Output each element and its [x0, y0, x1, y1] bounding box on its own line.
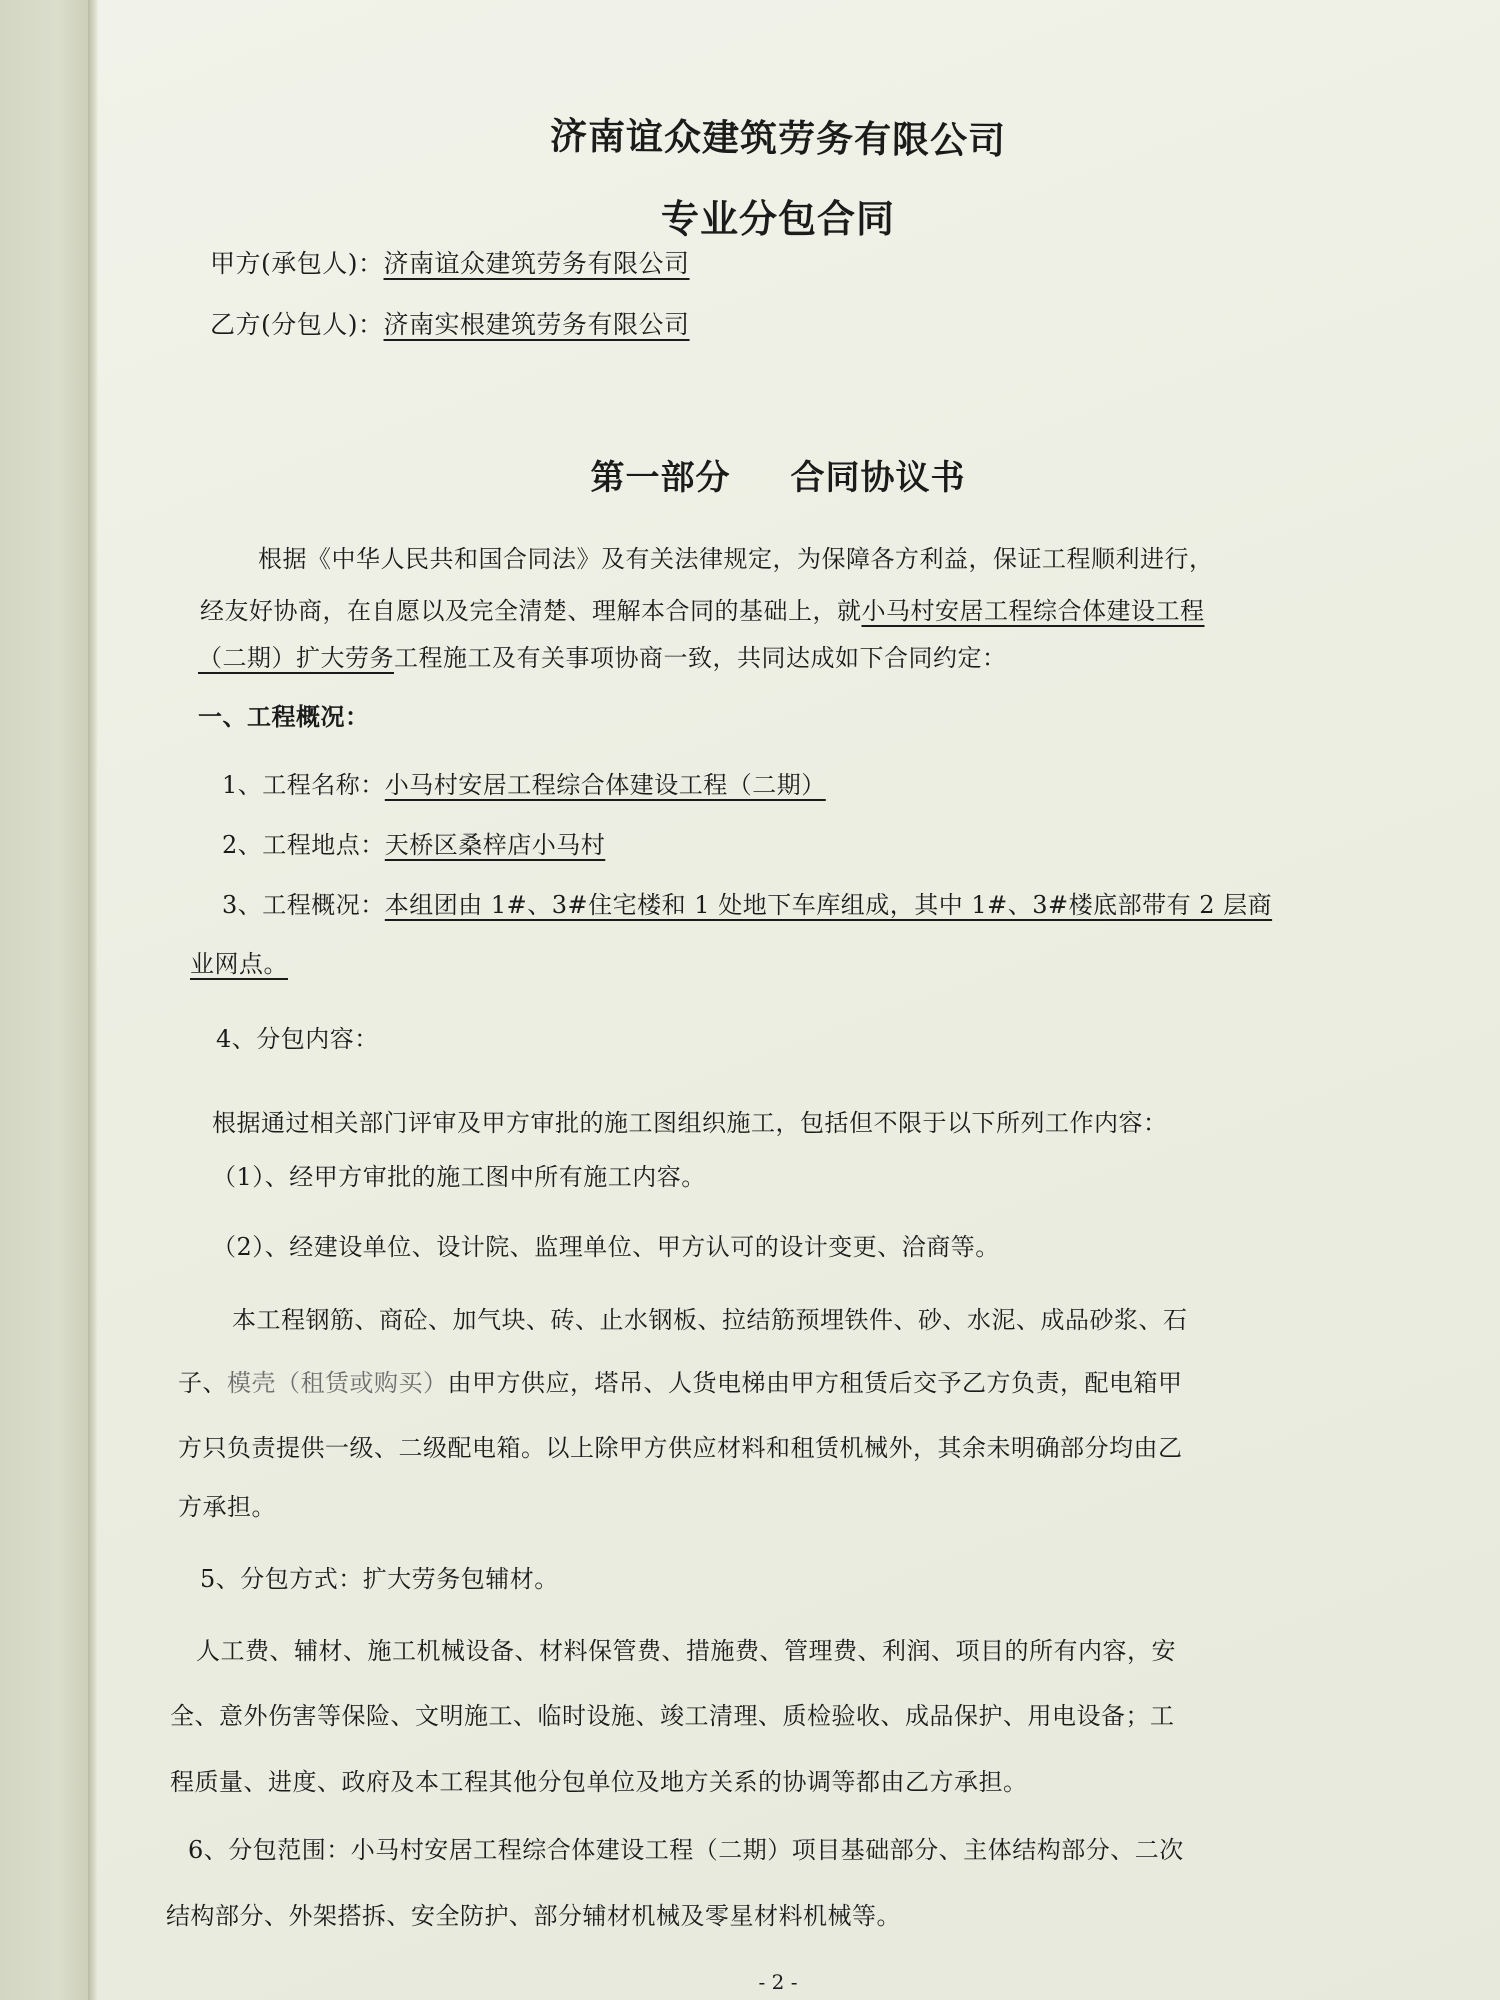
contract-title: 专业分包合同 — [660, 197, 895, 241]
materials-line-4: 方承担。 — [178, 1493, 276, 1521]
item5-line-2: 全、意外伤害等保险、文明施工、临时设施、竣工清理、质检验收、成品保护、用电设备；工 — [170, 1702, 1175, 1730]
item4-sub1: （1）、经甲方审批的施工图中所有施工内容。 — [212, 1163, 706, 1191]
item1 — [222, 768, 826, 802]
party-a-name: 济南谊众建筑劳务有限公司 — [383, 249, 690, 278]
materials-line-2-gray: 模壳（租赁或购买） — [227, 1369, 448, 1397]
document-page — [98, 0, 1500, 2000]
party-b-label: 乙方(分包人)： — [210, 310, 384, 339]
intro-line-2 — [200, 594, 1205, 628]
item4-sub2: （2）、经建设单位、设计院、监理单位、甲方认可的设计变更、洽商等。 — [212, 1233, 1000, 1261]
party-b-line — [210, 308, 690, 342]
materials-line-2-a: 子、 — [178, 1369, 227, 1397]
materials-line-2 — [178, 1366, 1183, 1400]
part1-title-left: 第一部分 — [590, 458, 731, 498]
intro-line-1: 根据《中华人民共和国合同法》及有关法律规定，为保障各方利益，保证工程顺利进行， — [258, 545, 1214, 573]
item1-label: 1、工程名称： — [222, 771, 385, 799]
binding-strip — [0, 0, 96, 2000]
intro-line-3-plain: 工程施工及有关事项协商一致，共同达成如下合同约定： — [394, 644, 1007, 672]
company-title: 济南谊众建筑劳务有限公司 — [549, 114, 1007, 163]
item4-intro: 根据通过相关部门评审及甲方审批的施工图组织施工，包括但不限于以下所列工作内容： — [212, 1109, 1168, 1137]
item4-label: 4、分包内容： — [216, 1025, 379, 1053]
item6-line-2: 结构部分、外架搭拆、安全防护、部分辅材机械及零星材料机械等。 — [166, 1902, 901, 1930]
materials-line-2-b: 由甲方供应，塔吊、人货电梯由甲方租赁后交予乙方负责，配电箱甲 — [447, 1369, 1183, 1397]
item3-value-cont: 业网点。 — [190, 950, 288, 978]
party-b-name: 济南实根建筑劳务有限公司 — [383, 310, 690, 339]
intro-line-2-plain: 经友好协商，在自愿以及完全清楚、理解本合同的基础上，就 — [200, 597, 862, 625]
section1-heading: 一、工程概况： — [198, 702, 370, 731]
item1-value: 小马村安居工程综合体建设工程（二期） — [384, 771, 826, 799]
item3 — [222, 888, 1272, 922]
part1-title-right: 合同协议书 — [790, 458, 966, 498]
item5: 5、分包方式：扩大劳务包辅材。 — [200, 1565, 559, 1593]
materials-line-3: 方只负责提供一级、二级配电箱。以上除甲方供应材料和租赁机械外，其余未明确部分均由乙 — [178, 1434, 1183, 1462]
materials-line-1: 本工程钢筋、商砼、加气块、砖、止水钢板、拉结筋预埋铁件、砂、水泥、成品砂浆、石 — [232, 1306, 1188, 1334]
party-a-line — [210, 247, 690, 281]
item2 — [222, 828, 605, 862]
item2-value: 天桥区桑梓店小马村 — [384, 831, 606, 859]
part1-title — [98, 450, 1458, 499]
item3-value: 本组团由 1#、3#住宅楼和 1 处地下车库组成，其中 1#、3#楼底部带有 2 层商 — [384, 891, 1273, 919]
intro-line-3 — [198, 641, 1007, 675]
party-a-label: 甲方(承包人)： — [210, 249, 384, 278]
item3-label: 3、工程概况： — [222, 891, 385, 919]
intro-project-name: 小马村安居工程综合体建设工程 — [861, 597, 1205, 625]
binding-edge — [88, 0, 98, 2000]
item3-cont — [190, 947, 288, 981]
item6-line-1: 6、分包范围：小马村安居工程综合体建设工程（二期）项目基础部分、主体结构部分、二次 — [188, 1836, 1184, 1864]
item5-line-1: 人工费、辅材、施工机械设备、材料保管费、措施费、管理费、利润、项目的所有内容，安 — [196, 1637, 1176, 1665]
page-number: - 2 - — [758, 1970, 798, 1994]
intro-project-phase: （二期）扩大劳务 — [198, 644, 394, 672]
item5-line-3: 程质量、进度、政府及本工程其他分包单位及地方关系的协调等都由乙方承担。 — [170, 1768, 1028, 1796]
item2-label: 2、工程地点： — [222, 831, 385, 859]
